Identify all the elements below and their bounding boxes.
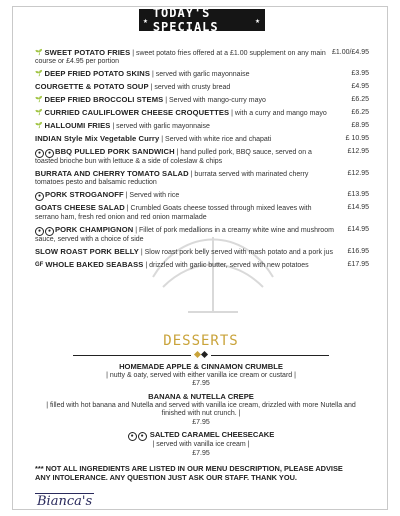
menu-item	[35, 170, 369, 188]
menu-item-name: BURRATA AND CHERRY TOMATO SALAD	[35, 168, 189, 178]
menu-item-price: £4.95	[351, 83, 369, 91]
dessert-name: HOMEMADE APPLE & CINNAMON CRUMBLE	[119, 362, 283, 371]
specials-list	[35, 49, 369, 274]
menu-item-description: | Fillet of pork medallions in a creamy white wine and mushroom sauce, served with a choice of side	[35, 226, 334, 243]
menu-item-description: | Crumbled Goats cheese tossed through mixed leaves with serrano ham, fresh red onion and red onion marmalade	[35, 205, 312, 221]
menu-item-name: HALLOUMI FRIES	[44, 120, 111, 130]
gluten-free-icon: GF	[35, 261, 44, 268]
allergy-notice: *** NOT ALL INGREDIENTS ARE LISTED IN OUR MENU DESCRIPTION, PLEASE ADVISE ANY INTOLERANCE. ANY QUESTION JUST ASK OUR STAFF. THANK YOU.	[35, 464, 343, 482]
menu-item-name: DEEP FRIED BROCCOLI STEMS	[44, 95, 164, 105]
dessert-description: | nutty & oaty, served with either vanilla ice cream or custard |	[106, 371, 296, 379]
menu-item-price: £17.95	[347, 260, 369, 268]
star-icon: ★	[255, 15, 261, 25]
menu-item-name: PORK STROGANOFF	[45, 189, 124, 199]
page-title	[139, 6, 265, 34]
vegan-icon: 🌱	[35, 50, 43, 56]
menu-item-description: | burrata served with marinated cherry tomatoes pesto and balsamic reduction	[35, 170, 309, 187]
menu-item-description: | sweet potato fries offered at a £1.00 supplement on any main course or £4.95 per portion	[35, 50, 326, 66]
menu-item	[35, 191, 369, 201]
divider-line	[211, 355, 329, 356]
menu-item-name: SWEET POTATO FRIES	[44, 48, 131, 57]
menu-item-name: SLOW ROAST PORK BELLY	[35, 246, 139, 256]
dessert-price: £7.95	[192, 380, 210, 388]
menu-item-description: | Slow roast pork belly served with mash potato and a pork jus	[138, 248, 333, 256]
menu-item	[35, 261, 369, 270]
dessert-item	[43, 393, 359, 427]
vegan-icon: 🌱	[35, 97, 43, 104]
menu-item-price: £12.95	[347, 169, 369, 177]
menu-item	[35, 96, 369, 105]
dessert-price: £7.95	[192, 449, 210, 457]
menu-item-description: | served with garlic mayonnaise	[150, 71, 250, 79]
dessert-name: BANANA & NUTELLA CREPE	[148, 392, 254, 401]
allergen-icon: ●	[45, 227, 54, 236]
menu-item-price: £6.25	[351, 109, 369, 117]
diamond-icon	[201, 351, 208, 358]
allergen-icon: ●	[128, 432, 137, 441]
dessert-description: | served with vanilla ice cream |	[152, 441, 250, 448]
dessert-name-text: SALTED CARAMEL CHEESECAKE	[149, 430, 275, 439]
menu-item	[35, 135, 369, 144]
dessert-description: | filled with hot banana and Nutella and served with vanilla ice cream, drizzled with more Nutella and finished with nut crunch. |	[46, 401, 356, 418]
menu-item-description: | Served with white rice and chapati	[159, 135, 272, 143]
menu-item	[35, 122, 369, 131]
menu-item-description: | with a curry and mango mayo	[229, 110, 327, 118]
menu-item-name: PORK CHAMPIGNON	[55, 224, 134, 234]
dessert-name	[43, 431, 359, 441]
menu-item	[35, 204, 369, 222]
menu-item-name: COURGETTE & POTATO SOUP	[35, 82, 149, 92]
vegan-icon: 🌱	[35, 110, 43, 117]
menu-item-price: £13.95	[347, 190, 369, 198]
menu-item-price: £6.25	[351, 96, 369, 104]
allergen-icon: ●	[35, 227, 44, 236]
dessert-price: £7.95	[192, 418, 210, 426]
menu-item-name: CURRIED CAULIFLOWER CHEESE CROQUETTES	[44, 108, 230, 118]
menu-item	[35, 226, 369, 244]
menu-item	[35, 70, 369, 79]
vegan-icon: 🌱	[35, 71, 43, 78]
menu-item-price: £12.95	[347, 147, 369, 155]
dessert-item	[43, 431, 359, 458]
allergen-icon: ●	[45, 149, 54, 158]
menu-item-name: BBQ PULLED PORK SANDWICH	[55, 146, 175, 156]
menu-item-description: | hand pulled pork, BBQ sauce, served on a toasted brioche bun with lettuce & a side of coleslaw & chips	[35, 148, 312, 165]
menu-item-price: £14.95	[347, 225, 369, 233]
dessert-item	[43, 363, 359, 389]
menu-item-price: £16.95	[347, 247, 369, 255]
menu-item	[35, 148, 369, 166]
menu-page	[12, 6, 388, 510]
star-icon: ★	[143, 15, 149, 25]
menu-item-name: WHOLE BAKED SEABASS	[45, 259, 144, 269]
menu-item-description: | served with crusty bread	[148, 84, 231, 92]
restaurant-logo: Bianca's	[37, 494, 93, 509]
menu-item	[35, 109, 369, 118]
section-divider	[73, 351, 329, 359]
menu-item-price: £ 10.95	[345, 134, 369, 142]
menu-item-price: £14.95	[347, 204, 369, 212]
menu-item-description: | served with garlic mayonnaise	[110, 122, 210, 130]
menu-item-description: | drizzled with garlic butter, served with new potatoes	[143, 261, 309, 269]
menu-item	[35, 248, 369, 257]
menu-item-name: GOATS CHEESE SALAD	[35, 203, 125, 213]
vegan-icon: 🌱	[35, 122, 43, 129]
allergen-icon: ●	[35, 192, 44, 201]
allergen-icon: ●	[35, 149, 44, 158]
menu-item-price: £8.95	[351, 121, 369, 129]
menu-item	[35, 49, 369, 67]
allergen-icon: ●	[138, 432, 147, 441]
menu-item-price: £1.00/£4.95	[332, 49, 369, 56]
page-title-text: TODAY'S SPECIALS	[152, 6, 219, 34]
menu-item-price: £3.95	[351, 70, 369, 78]
divider-line	[73, 355, 191, 356]
menu-item-name: INDIAN Style Mix Vegetable Curry	[35, 133, 160, 143]
menu-item	[35, 83, 369, 92]
menu-item-name: DEEP FRIED POTATO SKINS	[44, 69, 151, 79]
menu-item-description: | Served with mango-curry mayo	[163, 97, 266, 105]
desserts-heading: DESSERTS	[163, 333, 239, 349]
menu-item-description: | Served with rice	[123, 191, 180, 199]
